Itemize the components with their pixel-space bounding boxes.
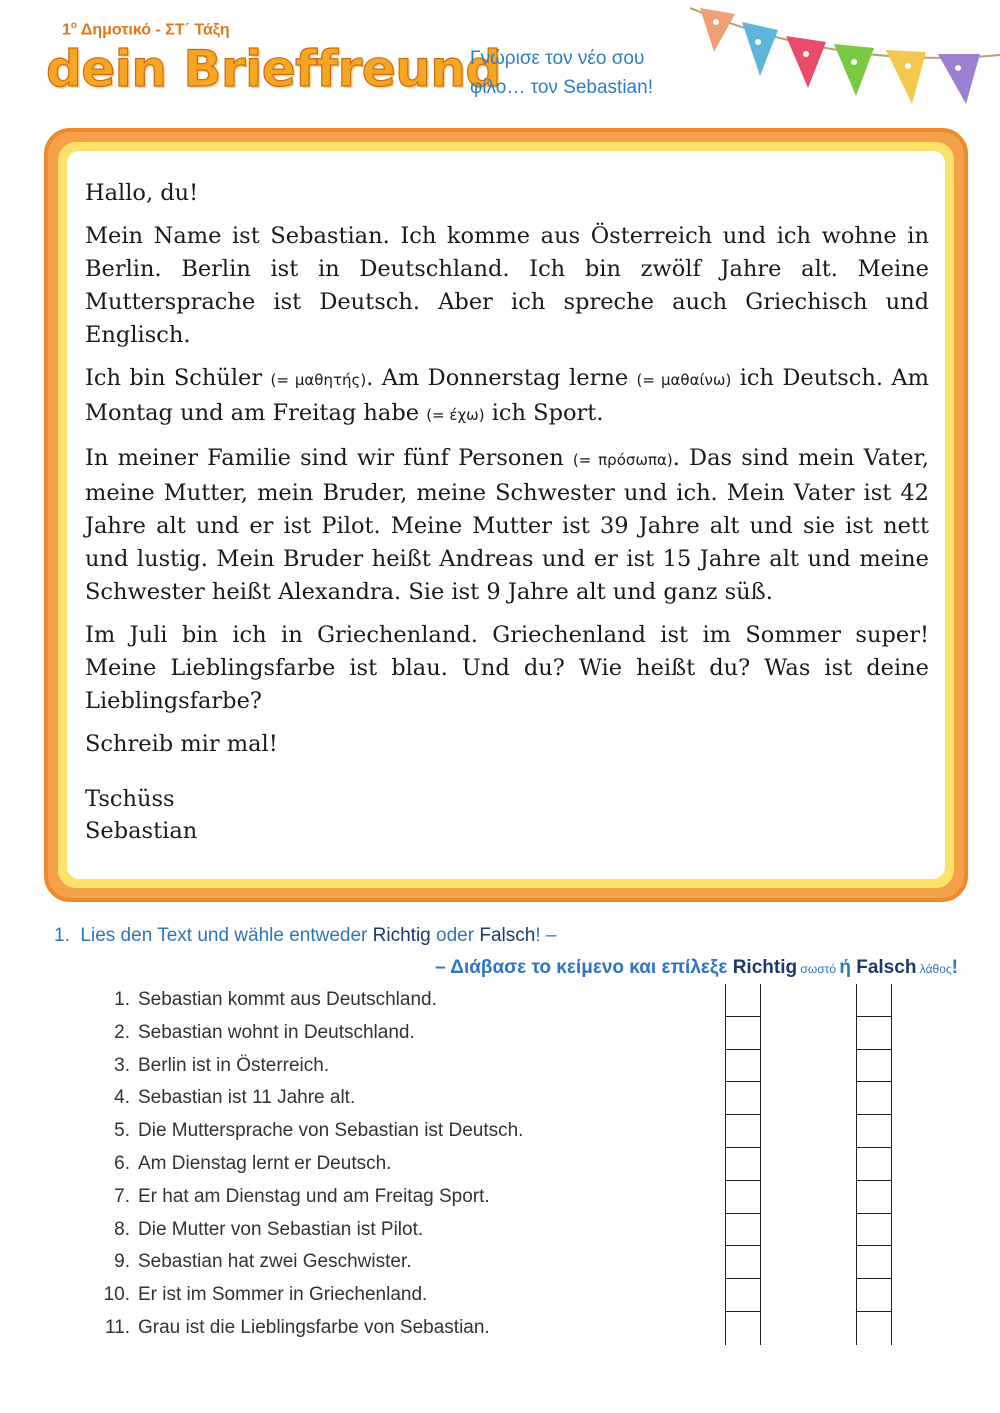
statement-text: Sebastian ist 11 Jahre alt. (138, 1087, 356, 1109)
statement-item (92, 1050, 523, 1083)
statement-number: 1. (114, 989, 130, 1010)
statement-number: 2. (114, 1021, 130, 1043)
statement-text: Die Mutter von Sebastian ist Pilot. (138, 1218, 424, 1240)
richtig-checkbox[interactable] (725, 984, 761, 1017)
richtig-answer-column (725, 984, 761, 1345)
statement-text: Sebastian wohnt in Deutschland. (138, 1021, 415, 1043)
statement-text: Grau ist die Lieblingsfarbe von Sebastian. (138, 1316, 490, 1338)
falsch-checkbox[interactable] (856, 1050, 892, 1083)
richtig-checkbox[interactable] (725, 1082, 761, 1115)
statement-item (92, 1312, 523, 1345)
falsch-checkbox[interactable] (856, 1312, 892, 1345)
statement-number: 8. (114, 1218, 130, 1240)
letter-paragraph-2: Ich bin Schüler (= μαθητής). Am Donnerstag lerne (= μαθαίνω) ich Deutsch. Am Montag und am Freitag habe (= έχω) ich Sport. (85, 365, 929, 426)
statement-number: 6. (114, 1152, 130, 1174)
richtig-checkbox[interactable] (725, 1312, 761, 1345)
statement-number: 9. (114, 1251, 130, 1273)
statement-item (92, 984, 523, 1017)
statement-number: 3. (114, 1054, 130, 1076)
statement-text: Er ist im Sommer in Griechenland. (138, 1284, 428, 1306)
statement-item (92, 1115, 523, 1148)
richtig-checkbox[interactable] (725, 1214, 761, 1247)
statement-item (92, 1148, 523, 1181)
worksheet-title: dein Brieffreund (46, 40, 501, 98)
statement-text: Er hat am Dienstag und am Freitag Sport. (138, 1185, 490, 1207)
task-instruction-greek: – Διάβασε το κείμενο και επίλεξε Richtig σωστό ή Falsch λάθος! (435, 957, 958, 978)
letter-paragraph-4: Im Juli bin ich in Griechenland. Griechenland ist im Sommer super! Meine Lieblingsfarbe ist blau. Und du? Wie heißt du? Was ist deine Lieblingsfarbe? (85, 622, 929, 714)
richtig-checkbox[interactable] (725, 1181, 761, 1214)
letter-greeting: Hallo, du! (85, 180, 199, 206)
statement-text: Sebastian hat zwei Geschwister. (138, 1251, 412, 1273)
richtig-checkbox[interactable] (725, 1279, 761, 1312)
falsch-checkbox[interactable] (856, 1017, 892, 1050)
falsch-checkbox[interactable] (856, 1246, 892, 1279)
falsch-checkbox[interactable] (856, 1148, 892, 1181)
richtig-checkbox[interactable] (725, 1148, 761, 1181)
falsch-checkbox[interactable] (856, 1279, 892, 1312)
letter-signature: Sebastian (85, 818, 198, 844)
falsch-checkbox[interactable] (856, 1082, 892, 1115)
statement-text: Berlin ist in Österreich. (138, 1054, 330, 1076)
bunting-decoration-icon (690, 0, 1000, 125)
falsch-checkbox[interactable] (856, 1115, 892, 1148)
statement-number: 11. (104, 1316, 130, 1338)
richtig-checkbox[interactable] (725, 1246, 761, 1279)
letter-paragraph-5: Schreib mir mal! (85, 731, 278, 757)
subtitle-line-1: Γνώρισε τον νέο σου (470, 48, 645, 69)
worksheet-subtitle (470, 44, 653, 102)
falsch-checkbox[interactable] (856, 984, 892, 1017)
statement-text: Die Muttersprache von Sebastian ist Deutsch. (138, 1120, 524, 1142)
falsch-answer-column (856, 984, 892, 1345)
richtig-checkbox[interactable] (725, 1050, 761, 1083)
statement-item (92, 1246, 523, 1279)
statement-item (92, 1017, 523, 1050)
falsch-checkbox[interactable] (856, 1181, 892, 1214)
statement-number: 5. (114, 1120, 130, 1142)
statement-text: Sebastian kommt aus Deutschland. (138, 989, 437, 1010)
statement-item (92, 1181, 523, 1214)
subtitle-line-2: φίλο… τον Sebastian! (470, 77, 653, 98)
statement-text: Am Dienstag lernt er Deutsch. (138, 1152, 392, 1174)
statement-list (92, 984, 523, 1345)
school-class-label: $1^o$ Δημοτικό - ΣΤ΄ Τάξη (62, 20, 230, 39)
letter-paragraph-3: In meiner Familie sind wir fünf Personen (= πρόσωπα). Das sind mein Vater, meine Mutter, mein Bruder, meine Schwester und ich. Mein Vater ist 42 Jahre alt und er ist Pilot. Meine Mutter ist 39 Jahre alt und sie ist nett und lustig. Mein Bruder heißt Andreas und er ist 15 Jahre alt und meine Schwester heißt Alexandra. Sie ist 9 Jahre alt und ganz süß. (85, 445, 929, 605)
richtig-checkbox[interactable] (725, 1115, 761, 1148)
statement-item (92, 1082, 523, 1115)
statement-item (92, 1279, 523, 1312)
letter-paragraph-1: Mein Name ist Sebastian. Ich komme aus Österreich und ich wohne in Berlin. Berlin ist in Deutschland. Ich bin zwölf Jahre alt. Meine Muttersprache ist Deutsch. Aber ich spreche auch Griechisch und Englisch. (85, 223, 929, 348)
letter-frame (44, 128, 968, 902)
letter-signoff (85, 783, 929, 847)
richtig-checkbox[interactable] (725, 1017, 761, 1050)
statement-item (92, 1214, 523, 1247)
task-instruction-german: 1. Lies den Text und wähle entweder Richtig oder Falsch! – (54, 925, 557, 946)
falsch-checkbox[interactable] (856, 1214, 892, 1247)
letter-body (67, 151, 945, 879)
statement-number: 4. (114, 1087, 130, 1109)
letter-closing: Tschüss (85, 786, 175, 812)
statement-number: 7. (114, 1185, 130, 1207)
statement-number: 10. (103, 1284, 130, 1306)
letter-frame-inner (58, 142, 954, 888)
